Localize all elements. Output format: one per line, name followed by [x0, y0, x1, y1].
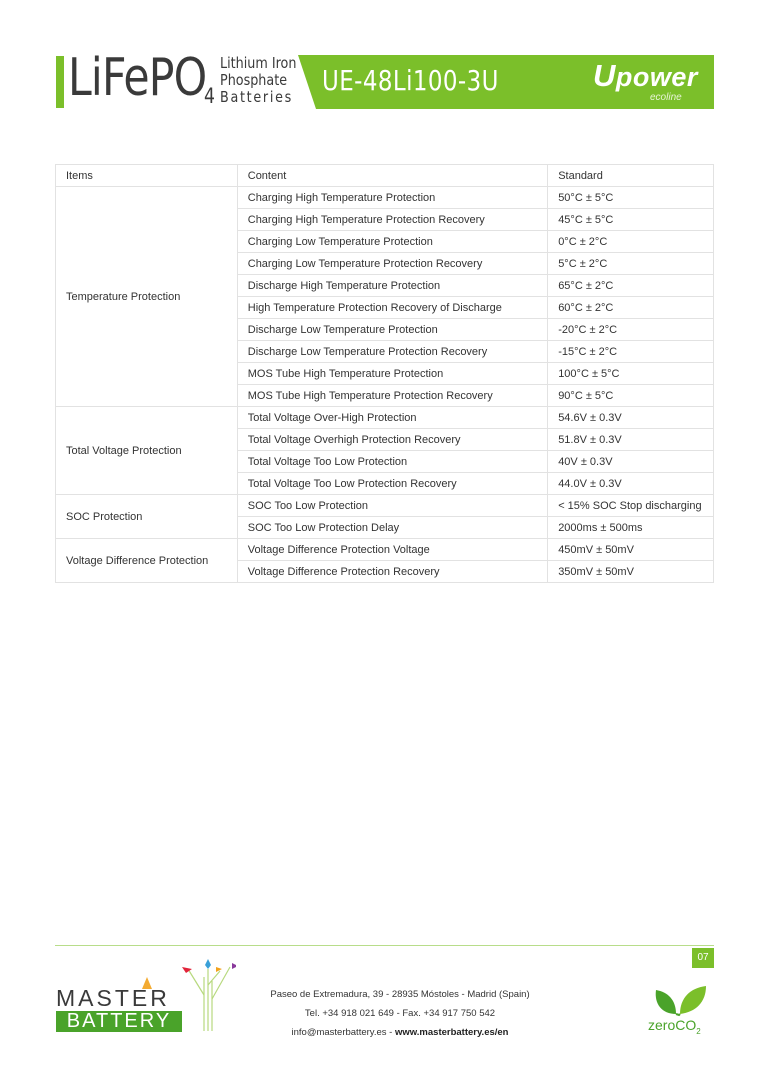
content-cell: MOS Tube High Temperature Protection Recovery [237, 385, 547, 407]
standard-cell: 51.8V ± 0.3V [548, 429, 714, 451]
table-header-row [56, 165, 714, 187]
standard-cell: 100°C ± 5°C [548, 363, 714, 385]
co2-subscript: 2 [696, 1026, 701, 1036]
master-battery-logo [56, 955, 236, 1035]
upower-logo-rest: power [615, 62, 698, 92]
table-row [56, 407, 714, 429]
chemistry-label [220, 55, 296, 106]
upower-logo [593, 58, 698, 94]
content-cell: MOS Tube High Temperature Protection [237, 363, 547, 385]
standard-cell: 45°C ± 5°C [548, 209, 714, 231]
company-contact [260, 985, 540, 1042]
logo-battery-text: BATTERY [56, 1011, 182, 1032]
content-cell: Total Voltage Too Low Protection Recovery [237, 473, 547, 495]
item-group-cell: SOC Protection [56, 495, 238, 539]
content-cell: Total Voltage Overhigh Protection Recovery [237, 429, 547, 451]
content-cell: SOC Too Low Protection [237, 495, 547, 517]
table-body [56, 187, 714, 583]
upower-logo-u: U [593, 58, 616, 93]
standard-cell: 44.0V ± 0.3V [548, 473, 714, 495]
standard-cell: 54.6V ± 0.3V [548, 407, 714, 429]
header-items: Items [56, 165, 238, 187]
content-cell: Voltage Difference Protection Recovery [237, 561, 547, 583]
table-row [56, 539, 714, 561]
standard-cell: 0°C ± 2°C [548, 231, 714, 253]
header-standard: Standard [548, 165, 714, 187]
ecoline-tag: ecoline [650, 92, 682, 103]
brand-subscript: 4 [204, 84, 215, 108]
logo-master-text: MASTER [56, 985, 170, 1011]
zeroco2-logo [646, 982, 716, 1034]
model-number: UE-48Li100-3U [322, 64, 499, 97]
standard-cell: -15°C ± 2°C [548, 341, 714, 363]
content-cell: Charging Low Temperature Protection Recovery [237, 253, 547, 275]
standard-cell: < 15% SOC Stop discharging [548, 495, 714, 517]
table-row [56, 187, 714, 209]
standard-cell: 60°C ± 2°C [548, 297, 714, 319]
contact-separator: - [386, 1027, 395, 1038]
content-cell: Discharge Low Temperature Protection Recovery [237, 341, 547, 363]
content-cell: Charging High Temperature Protection Recovery [237, 209, 547, 231]
header-accent-bar [56, 56, 64, 108]
chemistry-line-2: Phosphate [220, 71, 288, 89]
protection-spec-table [55, 164, 714, 583]
standard-cell: 350mV ± 50mV [548, 561, 714, 583]
zeroco2-text [648, 1017, 701, 1036]
chemistry-line-1: Lithium Iron [220, 54, 297, 72]
content-cell: Charging High Temperature Protection [237, 187, 547, 209]
content-cell: SOC Too Low Protection Delay [237, 517, 547, 539]
standard-cell: 40V ± 0.3V [548, 451, 714, 473]
standard-cell: 2000ms ± 500ms [548, 517, 714, 539]
header-content: Content [237, 165, 547, 187]
co-word: CO [675, 1017, 697, 1033]
company-phone: Tel. +34 918 021 649 - Fax. +34 917 750 542 [304, 1008, 496, 1019]
content-cell: Discharge High Temperature Protection [237, 275, 547, 297]
standard-cell: 65°C ± 2°C [548, 275, 714, 297]
standard-cell: 50°C ± 5°C [548, 187, 714, 209]
standard-cell: 5°C ± 2°C [548, 253, 714, 275]
content-cell: Voltage Difference Protection Voltage [237, 539, 547, 561]
chemistry-line-3: Batteries [220, 88, 293, 106]
table-row [56, 495, 714, 517]
standard-cell: 450mV ± 50mV [548, 539, 714, 561]
content-cell: Total Voltage Over-High Protection [237, 407, 547, 429]
brand-title: LiFePO [68, 48, 207, 108]
content-cell: Discharge Low Temperature Protection [237, 319, 547, 341]
content-cell: Charging Low Temperature Protection [237, 231, 547, 253]
page-header [0, 0, 768, 120]
leaf-icon [646, 982, 716, 1018]
company-email[interactable]: info@masterbattery.es [291, 1027, 387, 1038]
page-number: 07 [692, 948, 714, 968]
content-cell: High Temperature Protection Recovery of Discharge [237, 297, 547, 319]
zero-word: zero [648, 1017, 676, 1033]
company-web-line [260, 1023, 540, 1042]
standard-cell: 90°C ± 5°C [548, 385, 714, 407]
company-website[interactable]: www.masterbattery.es/en [394, 1027, 509, 1038]
item-group-cell: Total Voltage Protection [56, 407, 238, 495]
standard-cell: -20°C ± 2°C [548, 319, 714, 341]
item-group-cell: Temperature Protection [56, 187, 238, 407]
company-address: Paseo de Extremadura, 39 - 28935 Móstoles - Madrid (Spain) [270, 989, 530, 1000]
item-group-cell: Voltage Difference Protection [56, 539, 238, 583]
content-cell: Total Voltage Too Low Protection [237, 451, 547, 473]
footer-divider [55, 945, 714, 946]
